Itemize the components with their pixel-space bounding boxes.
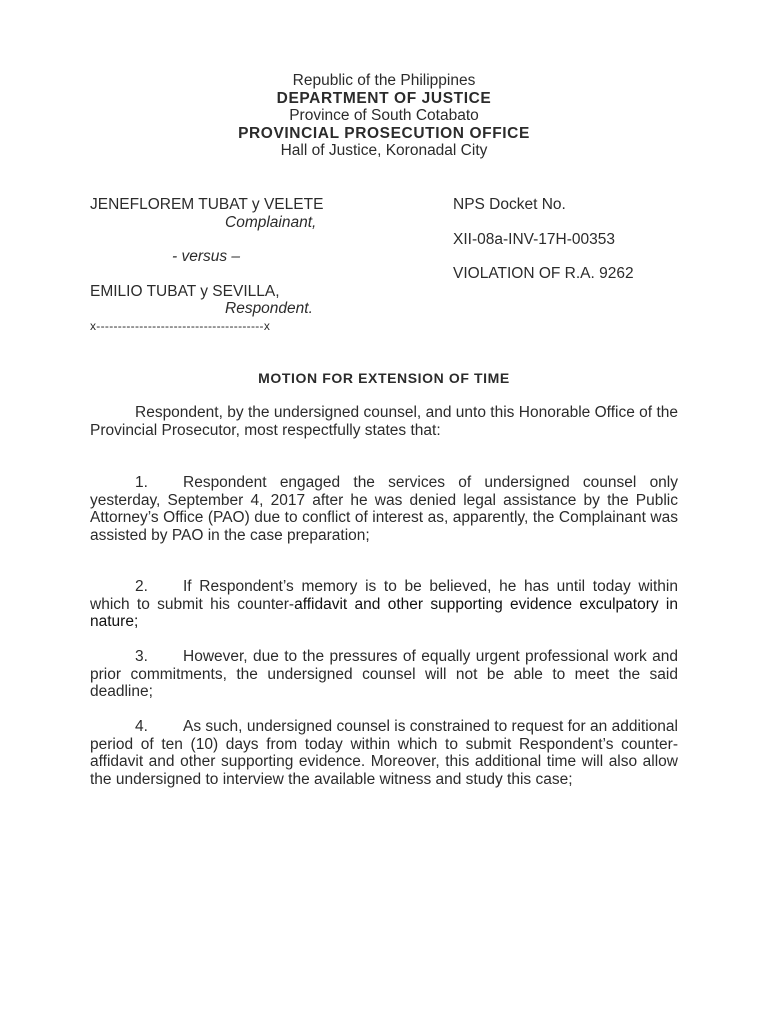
complainant-name: JENEFLOREM TUBAT y VELETE [90,196,324,213]
paragraph-3 [90,648,678,701]
case-caption-docket [453,196,713,283]
respondent-name: EMILIO TUBAT y SEVILLA, [90,282,280,300]
office-line: PROVINCIAL PROSECUTION OFFICE [238,124,530,142]
paragraph-text: As such, undersigned counsel is constrained to request for an additional period of ten (10) days from today within which to submit Respondent’s counter-affidavit and other supporting evidence. Moreover, this additional time will also allow the undersigned to interview the available witness and study this case; [90,718,678,788]
paragraph-number: 2. [135,578,148,595]
letterhead [0,72,768,160]
paragraph-2 [90,578,678,631]
republic-line: Republic of the Philippines [292,72,476,89]
versus-label: - versus – [172,248,241,265]
violation-label: VIOLATION OF R.A. 9262 [453,265,634,282]
department-line: DEPARTMENT OF JUSTICE [276,89,492,107]
complainant-role: Complainant, [225,213,317,231]
province-line: Province of South Cotabato [289,107,479,124]
case-caption-parties [90,196,390,333]
motion-title: MOTION FOR EXTENSION OF TIME [258,370,510,386]
docket-label: NPS Docket No. [453,196,566,213]
caption-divider: x---------------------------------------x [90,318,271,333]
paragraph-text: Respondent engaged the services of undersigned counsel only yesterday, September 4, 2017 after he was denied legal assistance by the Public Attorney’s Office (PAO) due to conflict of interest as, apparently, the Complainant was assisted by PAO in the case preparation; [90,474,678,544]
docket-number: XII-08a-INV-17H-00353 [453,230,615,248]
paragraph-text: However, due to the pressures of equally urgent professional work and prior commitments, the undersigned counsel will not be able to meet the said deadline; [90,648,678,701]
hall-line: Hall of Justice, Koronadal City [280,142,488,159]
paragraph-number: 1. [135,474,148,491]
paragraph-text: If Respondent’s memory is to be believed, he has until today within which to submit his counter- [90,578,678,613]
paragraph-4 [90,718,678,788]
paragraph-1 [90,474,678,544]
intro-paragraph: Respondent, by the undersigned counsel, and unto this Honorable Office of the Provincial Prosecutor, most respectfully states that: [90,404,678,439]
paragraph-number: 3. [135,648,148,665]
paragraph-text-continued: affidavit and other supporting evidence exculpatory in nature; [90,595,678,631]
respondent-role: Respondent. [225,300,313,317]
paragraph-number: 4. [135,718,148,735]
